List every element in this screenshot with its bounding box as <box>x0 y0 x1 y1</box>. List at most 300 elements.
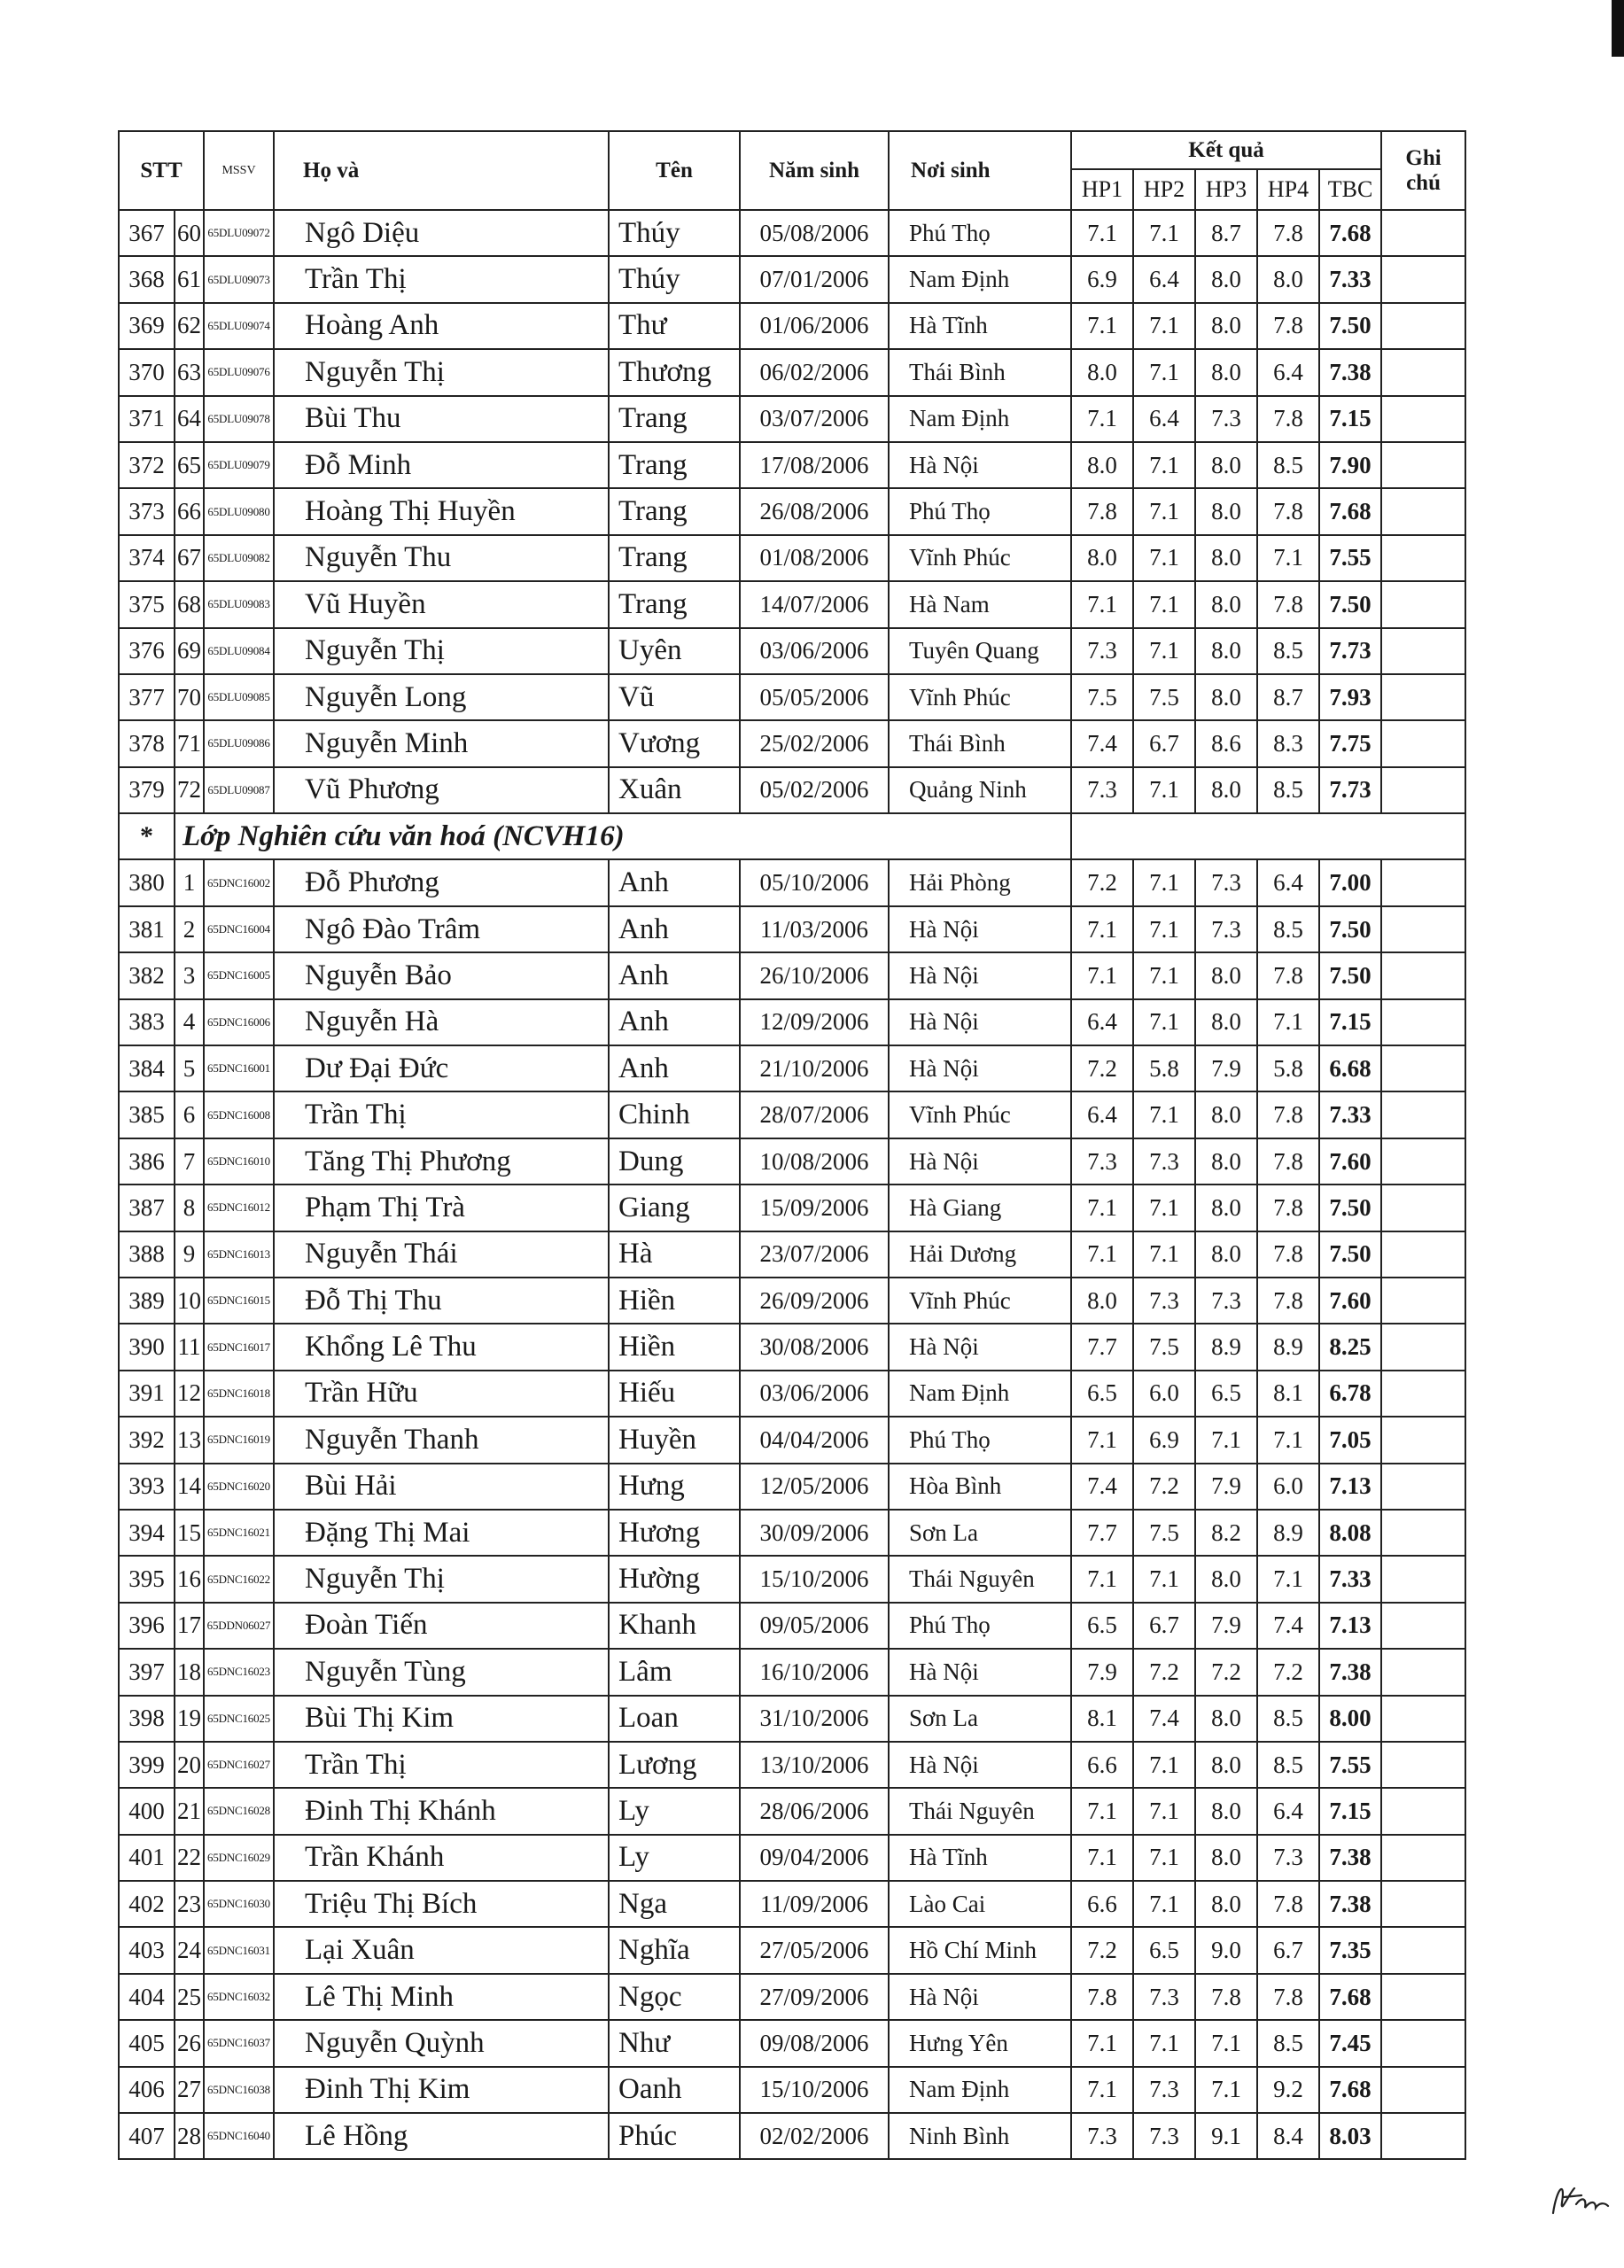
cell-idx: 61 <box>175 256 204 302</box>
cell-hp1: 8.0 <box>1071 535 1133 581</box>
col-ghi-chu <box>1381 131 1465 210</box>
cell-hp2: 7.4 <box>1133 1696 1195 1742</box>
cell-hp1: 7.3 <box>1071 2113 1133 2159</box>
cell-ten: Hiền <box>609 1278 740 1324</box>
section-blank <box>1071 813 1465 859</box>
cell-idx: 19 <box>175 1696 204 1742</box>
cell-hp2: 7.1 <box>1133 1835 1195 1881</box>
cell-ho: Nguyễn Hà <box>274 999 609 1045</box>
cell-pob: Hà Nội <box>889 1045 1071 1091</box>
cell-pob: Hà Tĩnh <box>889 1835 1071 1881</box>
cell-dob: 28/06/2006 <box>740 1788 889 1834</box>
cell-hp4: 9.2 <box>1257 2067 1319 2113</box>
cell-stt: 391 <box>119 1371 175 1417</box>
cell-hp1: 7.1 <box>1071 952 1133 998</box>
cell-stt: 369 <box>119 303 175 349</box>
table-row <box>119 1974 1465 2020</box>
cell-dob: 07/01/2006 <box>740 256 889 302</box>
cell-tbc: 7.60 <box>1319 1278 1381 1324</box>
cell-ho: Nguyễn Thanh <box>274 1417 609 1463</box>
cell-hp2: 7.1 <box>1133 999 1195 1045</box>
cell-hp3: 7.9 <box>1195 1464 1257 1510</box>
cell-mssv: 65DNC16019 <box>204 1417 274 1463</box>
col-hp4: HP4 <box>1257 169 1319 210</box>
cell-ghi-chu <box>1381 1324 1465 1370</box>
cell-hp3: 8.6 <box>1195 720 1257 766</box>
cell-pob: Hà Nội <box>889 1649 1071 1695</box>
cell-tbc: 6.68 <box>1319 1045 1381 1091</box>
cell-hp1: 7.3 <box>1071 1138 1133 1184</box>
cell-ghi-chu <box>1381 488 1465 534</box>
cell-hp3: 9.0 <box>1195 1927 1257 1973</box>
cell-ghi-chu <box>1381 1464 1465 1510</box>
cell-ten: Thương <box>609 349 740 395</box>
table-row <box>119 210 1465 256</box>
cell-stt: 377 <box>119 674 175 720</box>
cell-pob: Hà Tĩnh <box>889 303 1071 349</box>
cell-hp1: 7.1 <box>1071 2067 1133 2113</box>
cell-dob: 09/08/2006 <box>740 2020 889 2066</box>
table-row <box>119 1464 1465 1510</box>
cell-idx: 4 <box>175 999 204 1045</box>
cell-mssv: 65DLU09073 <box>204 256 274 302</box>
cell-tbc: 7.38 <box>1319 1835 1381 1881</box>
cell-ten: Uyên <box>609 628 740 674</box>
cell-ho: Tăng Thị Phương <box>274 1138 609 1184</box>
col-tbc: TBC <box>1319 169 1381 210</box>
cell-ten: Ly <box>609 1835 740 1881</box>
cell-ho: Nguyễn Thị <box>274 349 609 395</box>
cell-hp2: 7.1 <box>1133 442 1195 488</box>
cell-tbc: 7.38 <box>1319 1881 1381 1927</box>
table-row <box>119 1510 1465 1556</box>
cell-idx: 11 <box>175 1324 204 1370</box>
table-row <box>119 1788 1465 1834</box>
cell-ho: Nguyễn Bảo <box>274 952 609 998</box>
table-row <box>119 1045 1465 1091</box>
section-row <box>119 813 1465 859</box>
cell-hp4: 8.5 <box>1257 767 1319 813</box>
cell-ten: Hưng <box>609 1464 740 1510</box>
cell-stt: 389 <box>119 1278 175 1324</box>
cell-hp2: 7.1 <box>1133 1881 1195 1927</box>
cell-hp2: 7.1 <box>1133 303 1195 349</box>
cell-mssv: 65DNC16023 <box>204 1649 274 1695</box>
cell-pob: Hà Nội <box>889 1742 1071 1788</box>
col-ten: Tên <box>609 131 740 210</box>
cell-idx: 67 <box>175 535 204 581</box>
cell-pob: Phú Thọ <box>889 1417 1071 1463</box>
cell-stt: 367 <box>119 210 175 256</box>
cell-mssv: 65DNC16027 <box>204 1742 274 1788</box>
cell-hp3: 8.2 <box>1195 1510 1257 1556</box>
cell-stt: 384 <box>119 1045 175 1091</box>
cell-idx: 69 <box>175 628 204 674</box>
cell-ten: Vương <box>609 720 740 766</box>
cell-hp2: 7.1 <box>1133 581 1195 627</box>
cell-hp2: 6.7 <box>1133 720 1195 766</box>
cell-tbc: 7.05 <box>1319 1417 1381 1463</box>
cell-hp4: 8.5 <box>1257 1742 1319 1788</box>
cell-stt: 382 <box>119 952 175 998</box>
table-row <box>119 2067 1465 2113</box>
cell-hp2: 7.3 <box>1133 2113 1195 2159</box>
cell-mssv: 65DDN06027 <box>204 1603 274 1649</box>
cell-hp1: 7.9 <box>1071 1649 1133 1695</box>
cell-tbc: 7.68 <box>1319 2067 1381 2113</box>
cell-hp3: 8.9 <box>1195 1324 1257 1370</box>
cell-tbc: 7.13 <box>1319 1464 1381 1510</box>
cell-pob: Hà Nam <box>889 581 1071 627</box>
cell-ho: Bùi Hải <box>274 1464 609 1510</box>
cell-idx: 18 <box>175 1649 204 1695</box>
cell-ho: Vũ Phương <box>274 767 609 813</box>
cell-hp2: 5.8 <box>1133 1045 1195 1091</box>
cell-ten: Như <box>609 2020 740 2066</box>
cell-idx: 6 <box>175 1091 204 1138</box>
table-row <box>119 674 1465 720</box>
cell-tbc: 7.73 <box>1319 628 1381 674</box>
cell-hp2: 7.2 <box>1133 1464 1195 1510</box>
cell-tbc: 7.75 <box>1319 720 1381 766</box>
section-header-group <box>119 813 1465 859</box>
cell-mssv: 65DNC16025 <box>204 1696 274 1742</box>
cell-hp1: 7.3 <box>1071 628 1133 674</box>
cell-ten: Thúy <box>609 256 740 302</box>
cell-stt: 407 <box>119 2113 175 2159</box>
cell-ho: Trần Thị <box>274 256 609 302</box>
cell-stt: 388 <box>119 1231 175 1278</box>
cell-ghi-chu <box>1381 535 1465 581</box>
cell-ho: Hoàng Thị Huyền <box>274 488 609 534</box>
cell-mssv: 65DLU09087 <box>204 767 274 813</box>
cell-stt: 398 <box>119 1696 175 1742</box>
cell-hp2: 6.7 <box>1133 1603 1195 1649</box>
cell-idx: 2 <box>175 906 204 952</box>
cell-ho: Đinh Thị Khánh <box>274 1788 609 1834</box>
cell-hp2: 7.1 <box>1133 488 1195 534</box>
cell-hp4: 8.3 <box>1257 720 1319 766</box>
cell-mssv: 65DLU09084 <box>204 628 274 674</box>
cell-hp2: 7.3 <box>1133 2067 1195 2113</box>
cell-hp4: 5.8 <box>1257 1045 1319 1091</box>
cell-pob: Hải Phòng <box>889 859 1071 905</box>
cell-hp1: 7.1 <box>1071 1835 1133 1881</box>
cell-ghi-chu <box>1381 767 1465 813</box>
table-row <box>119 1138 1465 1184</box>
ghi-chu-line2: chú <box>1406 170 1441 195</box>
cell-tbc: 7.60 <box>1319 1138 1381 1184</box>
cell-ghi-chu <box>1381 628 1465 674</box>
cell-hp2: 7.1 <box>1133 628 1195 674</box>
cell-ho: Đặng Thị Mai <box>274 1510 609 1556</box>
table-row <box>119 859 1465 905</box>
cell-ghi-chu <box>1381 2113 1465 2159</box>
cell-hp4: 7.8 <box>1257 1974 1319 2020</box>
cell-ten: Thư <box>609 303 740 349</box>
table-row <box>119 1696 1465 1742</box>
col-noi-sinh: Nơi sinh <box>889 131 1071 210</box>
cell-idx: 62 <box>175 303 204 349</box>
cell-ghi-chu <box>1381 1371 1465 1417</box>
cell-idx: 71 <box>175 720 204 766</box>
cell-hp3: 8.0 <box>1195 767 1257 813</box>
cell-hp3: 7.9 <box>1195 1603 1257 1649</box>
signature-initials <box>1546 2162 1617 2233</box>
cell-ghi-chu <box>1381 906 1465 952</box>
cell-hp2: 6.4 <box>1133 396 1195 442</box>
cell-ghi-chu <box>1381 303 1465 349</box>
cell-ho: Trần Khánh <box>274 1835 609 1881</box>
cell-hp4: 7.8 <box>1257 1231 1319 1278</box>
table-row <box>119 303 1465 349</box>
cell-pob: Hà Nội <box>889 999 1071 1045</box>
cell-dob: 30/08/2006 <box>740 1324 889 1370</box>
cell-mssv: 65DNC16013 <box>204 1231 274 1278</box>
col-stt: STT <box>119 131 204 210</box>
cell-ho: Đinh Thị Kim <box>274 2067 609 2113</box>
cell-ghi-chu <box>1381 581 1465 627</box>
cell-ten: Nga <box>609 1881 740 1927</box>
cell-idx: 66 <box>175 488 204 534</box>
section-marker: * <box>119 813 175 859</box>
cell-stt: 375 <box>119 581 175 627</box>
table-row <box>119 1091 1465 1138</box>
cell-hp3: 7.1 <box>1195 2020 1257 2066</box>
cell-hp4: 8.1 <box>1257 1371 1319 1417</box>
cell-pob: Nam Định <box>889 396 1071 442</box>
cell-ghi-chu <box>1381 999 1465 1045</box>
cell-mssv: 65DNC16028 <box>204 1788 274 1834</box>
cell-mssv: 65DNC16012 <box>204 1184 274 1231</box>
cell-hp4: 6.7 <box>1257 1927 1319 1973</box>
cell-mssv: 65DNC16004 <box>204 906 274 952</box>
cell-hp2: 7.1 <box>1133 210 1195 256</box>
cell-hp1: 7.1 <box>1071 2020 1133 2066</box>
cell-tbc: 7.15 <box>1319 1788 1381 1834</box>
cell-pob: Hồ Chí Minh <box>889 1927 1071 1973</box>
cell-ghi-chu <box>1381 1045 1465 1091</box>
table-row <box>119 1278 1465 1324</box>
cell-ghi-chu <box>1381 859 1465 905</box>
cell-hp1: 6.9 <box>1071 256 1133 302</box>
cell-hp4: 6.4 <box>1257 859 1319 905</box>
col-ho-va: Họ và <box>274 131 609 210</box>
cell-dob: 14/07/2006 <box>740 581 889 627</box>
cell-hp3: 9.1 <box>1195 2113 1257 2159</box>
col-hp3: HP3 <box>1195 169 1257 210</box>
cell-stt: 403 <box>119 1927 175 1973</box>
cell-idx: 22 <box>175 1835 204 1881</box>
cell-ten: Trang <box>609 488 740 534</box>
cell-hp3: 8.0 <box>1195 1788 1257 1834</box>
cell-hp1: 6.6 <box>1071 1742 1133 1788</box>
cell-hp4: 7.2 <box>1257 1649 1319 1695</box>
cell-dob: 12/05/2006 <box>740 1464 889 1510</box>
cell-dob: 15/10/2006 <box>740 2067 889 2113</box>
cell-mssv: 65DLU09078 <box>204 396 274 442</box>
table-row <box>119 1835 1465 1881</box>
cell-hp1: 7.1 <box>1071 1417 1133 1463</box>
cell-ghi-chu <box>1381 210 1465 256</box>
cell-hp1: 7.3 <box>1071 767 1133 813</box>
cell-mssv: 65DNC16020 <box>204 1464 274 1510</box>
table-row <box>119 2113 1465 2159</box>
cell-hp2: 7.1 <box>1133 1091 1195 1138</box>
cell-hp3: 8.0 <box>1195 674 1257 720</box>
col-mssv: MSSV <box>204 131 274 210</box>
cell-hp1: 8.1 <box>1071 1696 1133 1742</box>
cell-tbc: 6.78 <box>1319 1371 1381 1417</box>
cell-ten: Ly <box>609 1788 740 1834</box>
cell-tbc: 7.38 <box>1319 349 1381 395</box>
cell-stt: 400 <box>119 1788 175 1834</box>
cell-stt: 395 <box>119 1556 175 1602</box>
cell-tbc: 7.38 <box>1319 1649 1381 1695</box>
cell-ghi-chu <box>1381 1835 1465 1881</box>
cell-mssv: 65DLU09074 <box>204 303 274 349</box>
cell-hp3: 8.0 <box>1195 952 1257 998</box>
cell-hp1: 7.1 <box>1071 396 1133 442</box>
cell-ho: Trần Thị <box>274 1742 609 1788</box>
cell-hp4: 7.8 <box>1257 1881 1319 1927</box>
cell-pob: Sơn La <box>889 1696 1071 1742</box>
cell-ghi-chu <box>1381 1510 1465 1556</box>
table-row <box>119 1742 1465 1788</box>
cell-ho: Nguyễn Quỳnh <box>274 2020 609 2066</box>
cell-dob: 03/07/2006 <box>740 396 889 442</box>
table-row <box>119 906 1465 952</box>
cell-mssv: 65DNC16005 <box>204 952 274 998</box>
cell-mssv: 65DNC16038 <box>204 2067 274 2113</box>
cell-mssv: 65DLU09076 <box>204 349 274 395</box>
cell-ho: Nguyễn Thị <box>274 628 609 674</box>
ghi-chu-line1: Ghi <box>1405 145 1441 170</box>
cell-tbc: 7.93 <box>1319 674 1381 720</box>
cell-hp3: 7.3 <box>1195 859 1257 905</box>
cell-idx: 14 <box>175 1464 204 1510</box>
cell-hp3: 8.0 <box>1195 1881 1257 1927</box>
cell-dob: 31/10/2006 <box>740 1696 889 1742</box>
cell-idx: 70 <box>175 674 204 720</box>
cell-tbc: 7.33 <box>1319 256 1381 302</box>
cell-hp4: 8.5 <box>1257 442 1319 488</box>
cell-hp3: 7.2 <box>1195 1649 1257 1695</box>
cell-dob: 05/02/2006 <box>740 767 889 813</box>
cell-idx: 1 <box>175 859 204 905</box>
cell-pob: Vĩnh Phúc <box>889 674 1071 720</box>
cell-mssv: 65DNC16021 <box>204 1510 274 1556</box>
cell-hp2: 7.1 <box>1133 767 1195 813</box>
cell-ghi-chu <box>1381 1696 1465 1742</box>
cell-hp1: 7.8 <box>1071 1974 1133 2020</box>
cell-mssv: 65DNC16037 <box>204 2020 274 2066</box>
cell-stt: 385 <box>119 1091 175 1138</box>
table-row <box>119 1881 1465 1927</box>
cell-hp1: 7.1 <box>1071 1184 1133 1231</box>
cell-ho: Nguyễn Long <box>274 674 609 720</box>
cell-hp1: 7.7 <box>1071 1324 1133 1370</box>
cell-pob: Vĩnh Phúc <box>889 1278 1071 1324</box>
cell-dob: 11/03/2006 <box>740 906 889 952</box>
cell-hp4: 8.9 <box>1257 1324 1319 1370</box>
table-row <box>119 349 1465 395</box>
cell-idx: 3 <box>175 952 204 998</box>
cell-hp4: 6.4 <box>1257 349 1319 395</box>
cell-ten: Khanh <box>609 1603 740 1649</box>
cell-hp1: 7.1 <box>1071 303 1133 349</box>
cell-hp3: 8.0 <box>1195 488 1257 534</box>
cell-hp4: 7.8 <box>1257 1278 1319 1324</box>
cell-idx: 27 <box>175 2067 204 2113</box>
cell-idx: 8 <box>175 1184 204 1231</box>
cell-hp4: 8.9 <box>1257 1510 1319 1556</box>
cell-mssv: 65DNC16031 <box>204 1927 274 1973</box>
cell-ho: Đỗ Thị Thu <box>274 1278 609 1324</box>
cell-pob: Hưng Yên <box>889 2020 1071 2066</box>
cell-hp4: 7.8 <box>1257 210 1319 256</box>
cell-hp1: 6.5 <box>1071 1603 1133 1649</box>
cell-tbc: 7.15 <box>1319 396 1381 442</box>
cell-ten: Chinh <box>609 1091 740 1138</box>
cell-ghi-chu <box>1381 256 1465 302</box>
cell-ghi-chu <box>1381 1927 1465 1973</box>
cell-ho: Bùi Thu <box>274 396 609 442</box>
cell-hp3: 8.0 <box>1195 1138 1257 1184</box>
cell-stt: 401 <box>119 1835 175 1881</box>
cell-hp1: 7.1 <box>1071 1231 1133 1278</box>
cell-dob: 26/08/2006 <box>740 488 889 534</box>
table-row <box>119 396 1465 442</box>
cell-pob: Vĩnh Phúc <box>889 535 1071 581</box>
cell-hp2: 7.5 <box>1133 674 1195 720</box>
grade-sheet <box>118 130 1466 2160</box>
cell-hp2: 7.1 <box>1133 349 1195 395</box>
cell-ten: Oanh <box>609 2067 740 2113</box>
table-row <box>119 1649 1465 1695</box>
cell-stt: 373 <box>119 488 175 534</box>
cell-dob: 05/08/2006 <box>740 210 889 256</box>
cell-hp3: 7.3 <box>1195 906 1257 952</box>
cell-pob: Hòa Bình <box>889 1464 1071 1510</box>
cell-tbc: 7.00 <box>1319 859 1381 905</box>
cell-hp4: 7.4 <box>1257 1603 1319 1649</box>
cell-idx: 23 <box>175 1881 204 1927</box>
cell-dob: 25/02/2006 <box>740 720 889 766</box>
cell-stt: 376 <box>119 628 175 674</box>
cell-idx: 17 <box>175 1603 204 1649</box>
cell-ghi-chu <box>1381 1091 1465 1138</box>
cell-tbc: 7.13 <box>1319 1603 1381 1649</box>
table-row <box>119 952 1465 998</box>
cell-ho: Dư Đại Đức <box>274 1045 609 1091</box>
cell-idx: 16 <box>175 1556 204 1602</box>
cell-ho: Nguyễn Minh <box>274 720 609 766</box>
cell-hp1: 7.1 <box>1071 581 1133 627</box>
cell-ho: Đỗ Phương <box>274 859 609 905</box>
cell-ho: Vũ Huyền <box>274 581 609 627</box>
cell-ten: Hà <box>609 1231 740 1278</box>
cell-pob: Thái Bình <box>889 720 1071 766</box>
cell-tbc: 8.25 <box>1319 1324 1381 1370</box>
cell-hp1: 7.4 <box>1071 720 1133 766</box>
cell-dob: 28/07/2006 <box>740 1091 889 1138</box>
cell-hp4: 8.5 <box>1257 628 1319 674</box>
section-title: Lớp Nghiên cứu văn hoá (NCVH16) <box>175 813 1071 859</box>
cell-hp4: 7.8 <box>1257 1091 1319 1138</box>
cell-hp2: 7.1 <box>1133 1556 1195 1602</box>
col-hp2: HP2 <box>1133 169 1195 210</box>
